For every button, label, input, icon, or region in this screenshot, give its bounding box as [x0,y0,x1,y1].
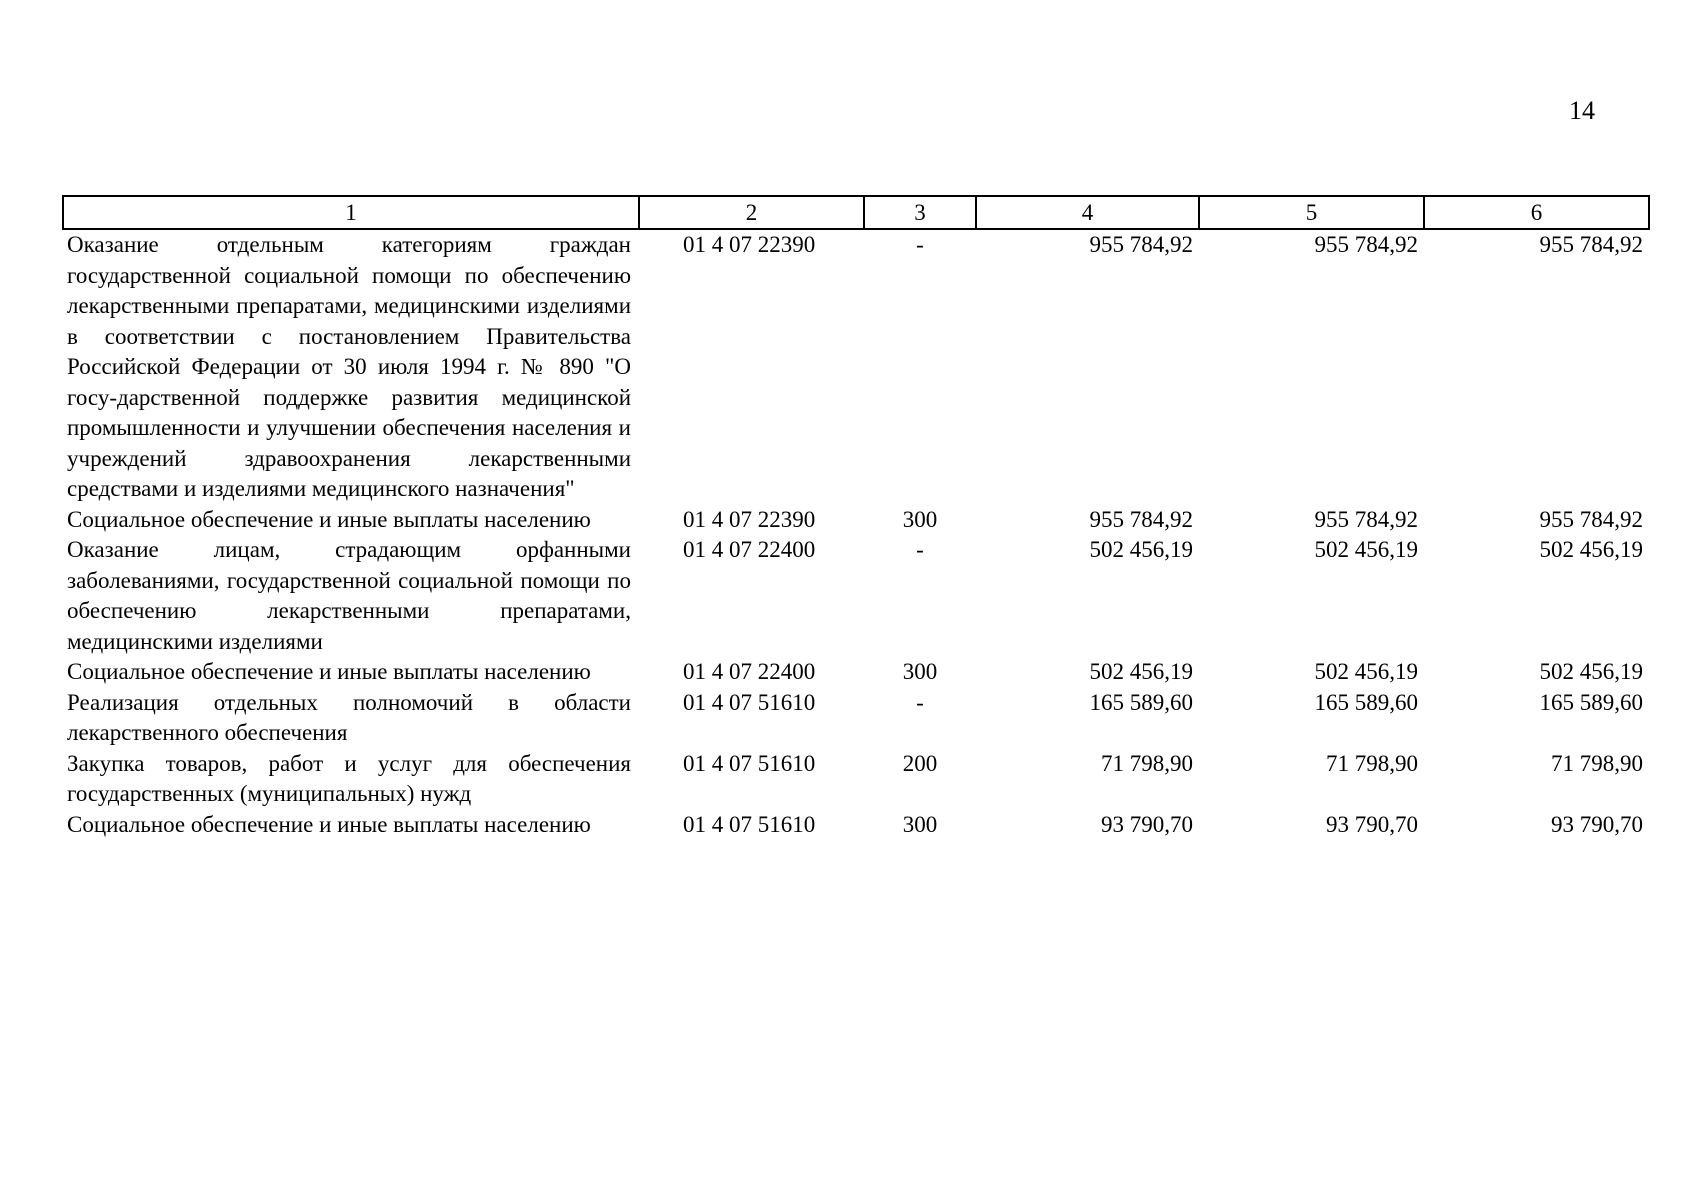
row-amount-3: 165 589,60 [1539,689,1643,715]
row-code: 01 4 07 22390 [683,506,816,532]
row-expense-type: - [916,232,924,257]
table-row [63,505,1649,536]
row-amount-3: 955 784,92 [1539,506,1643,532]
row-code: 01 4 07 22390 [683,232,816,257]
row-amount-2: 71 798,90 [1326,750,1418,776]
row-amount-2: 502 456,19 [1314,537,1418,562]
table-body [63,229,1649,840]
table-row [63,657,1649,688]
table-row [63,749,1649,810]
row-amount-1: 71 798,90 [1101,750,1193,776]
column-header-3: 3 [864,196,976,229]
row-expense-type: 300 [902,811,938,837]
row-amount-2: 955 784,92 [1314,506,1418,532]
row-code: 01 4 07 22400 [683,537,816,562]
row-amount-3: 71 798,90 [1551,750,1643,776]
row-amount-2: 93 790,70 [1326,811,1418,837]
row-amount-2: 165 589,60 [1314,689,1418,715]
row-amount-3: 93 790,70 [1551,811,1643,837]
row-name: Закупка товаров, работ и услуг для обеспечения государственных (муниципальных) нужд [67,750,631,806]
column-header-2: 2 [639,196,864,229]
row-amount-2: 955 784,92 [1314,232,1418,257]
column-header-1: 1 [63,196,639,229]
row-name: Социальное обеспечение и иные выплаты населению [67,811,591,837]
row-name: Реализация отдельных полномочий в области лекарственного обеспечения [67,689,631,745]
row-expense-type: 200 [902,750,938,776]
row-code: 01 4 07 51610 [683,750,816,776]
row-amount-1: 955 784,92 [1089,232,1193,257]
row-name: Социальное обеспечение и иные выплаты населению [67,659,591,684]
row-amount-2: 502 456,19 [1314,659,1418,684]
row-amount-3: 502 456,19 [1539,537,1643,562]
column-header-4: 4 [976,196,1199,229]
row-code: 01 4 07 51610 [683,811,816,837]
column-header-5: 5 [1199,196,1424,229]
row-amount-1: 955 784,92 [1089,506,1193,532]
row-name: Оказание лицам, страдающим орфанными заболеваниями, государственной социальной помощи по обеспечению лекарственными препаратами, медицинскими изделиями [67,537,631,654]
row-expense-type: - [916,537,924,562]
row-code: 01 4 07 22400 [683,659,816,684]
header-row [63,196,1649,229]
row-code: 01 4 07 51610 [683,689,816,715]
table-row [63,810,1649,841]
row-expense-type: - [916,689,924,715]
row-expense-type: 300 [902,659,938,684]
table-header [63,196,1649,229]
row-expense-type: 300 [902,506,938,532]
table-row [63,229,1649,505]
row-amount-3: 955 784,92 [1539,232,1643,257]
row-amount-1: 93 790,70 [1101,811,1193,837]
row-amount-3: 502 456,19 [1539,659,1643,684]
budget-table [62,195,1650,840]
row-name: Оказание отдельным категориям граждан государственной социальной помощи по обеспечению лекарственными препаратами, медицинскими изделиями в соответствии с постановлением Правительства Российской Федерации от 30 июля 1994 г. № 890 "О госу-дарственной поддержке развития медицинской промышленности и улучшении обеспечения населения и учреждений здравоохранения лекарственными средствами и изделиями медицинского назначения" [67,232,631,501]
row-amount-1: 502 456,19 [1089,537,1193,562]
table-row [63,535,1649,657]
column-header-6: 6 [1424,196,1649,229]
page-number: 14 [1569,96,1595,125]
table-row [63,688,1649,749]
row-name: Социальное обеспечение и иные выплаты населению [67,506,591,532]
row-amount-1: 165 589,60 [1089,689,1193,715]
row-amount-1: 502 456,19 [1089,659,1193,684]
